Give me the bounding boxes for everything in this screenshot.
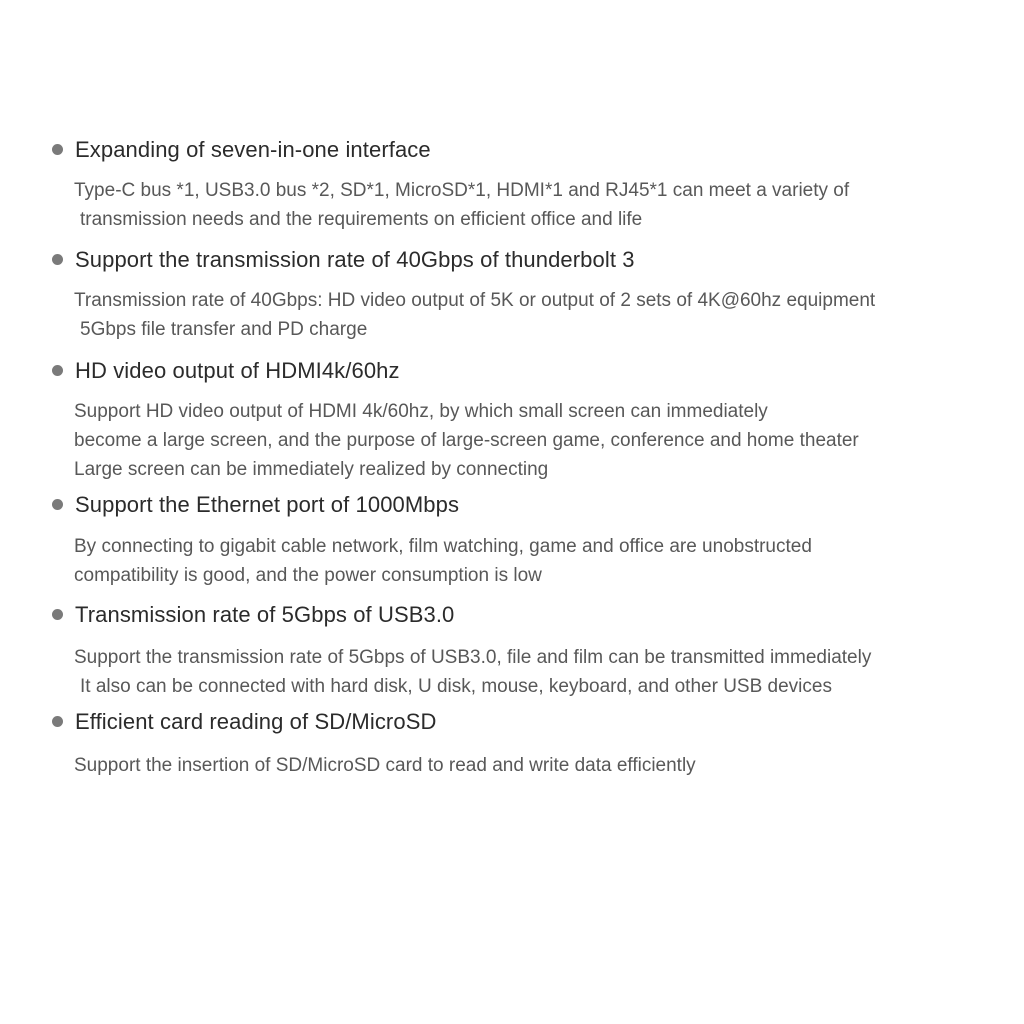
- feature-description: [74, 397, 859, 484]
- feature-title: HD video output of HDMI4k/60hz: [75, 358, 400, 383]
- feature-description: [74, 286, 875, 344]
- description-line: Large screen can be immediately realized by connecting: [74, 459, 549, 480]
- description-line: Type-C bus *1, USB3.0 bus *2, SD*1, MicroSD*1, HDMI*1 and RJ45*1 can meet a variety of: [74, 180, 850, 201]
- bullet-icon: [52, 716, 63, 727]
- description-line: Support the transmission rate of 5Gbps of USB3.0, file and film can be transmitted immediately: [74, 647, 872, 668]
- feature-description: [74, 643, 871, 701]
- feature-title: Efficient card reading of SD/MicroSD: [75, 709, 437, 734]
- bullet-icon: [52, 499, 63, 510]
- description-line: transmission needs and the requirements on efficient office and life: [80, 209, 643, 230]
- feature-title: Expanding of seven-in-one interface: [75, 137, 431, 162]
- description-line: Support HD video output of HDMI 4k/60hz, by which small screen can immediately: [74, 401, 768, 422]
- bullet-icon: [52, 254, 63, 265]
- description-line: It also can be connected with hard disk, U disk, mouse, keyboard, and other USB devices: [80, 676, 832, 697]
- feature-title: Transmission rate of 5Gbps of USB3.0: [75, 602, 455, 627]
- description-line: compatibility is good, and the power consumption is low: [74, 565, 542, 586]
- description-line: Support the insertion of SD/MicroSD card to read and write data efficiently: [74, 755, 696, 776]
- description-line: 5Gbps file transfer and PD charge: [80, 319, 368, 340]
- description-line: become a large screen, and the purpose of large-screen game, conference and home theater: [74, 430, 859, 451]
- bullet-icon: [52, 365, 63, 376]
- feature-title: Support the transmission rate of 40Gbps of thunderbolt 3: [75, 247, 635, 272]
- feature-description: [74, 176, 849, 234]
- feature-description: [74, 532, 812, 590]
- bullet-icon: [52, 144, 63, 155]
- feature-title: Support the Ethernet port of 1000Mbps: [75, 492, 460, 517]
- description-line: By connecting to gigabit cable network, film watching, game and office are unobstructed: [74, 536, 812, 557]
- description-line: Transmission rate of 40Gbps: HD video output of 5K or output of 2 sets of 4K@60hz equipment: [74, 290, 876, 311]
- bullet-icon: [52, 609, 63, 620]
- feature-description: [74, 751, 696, 780]
